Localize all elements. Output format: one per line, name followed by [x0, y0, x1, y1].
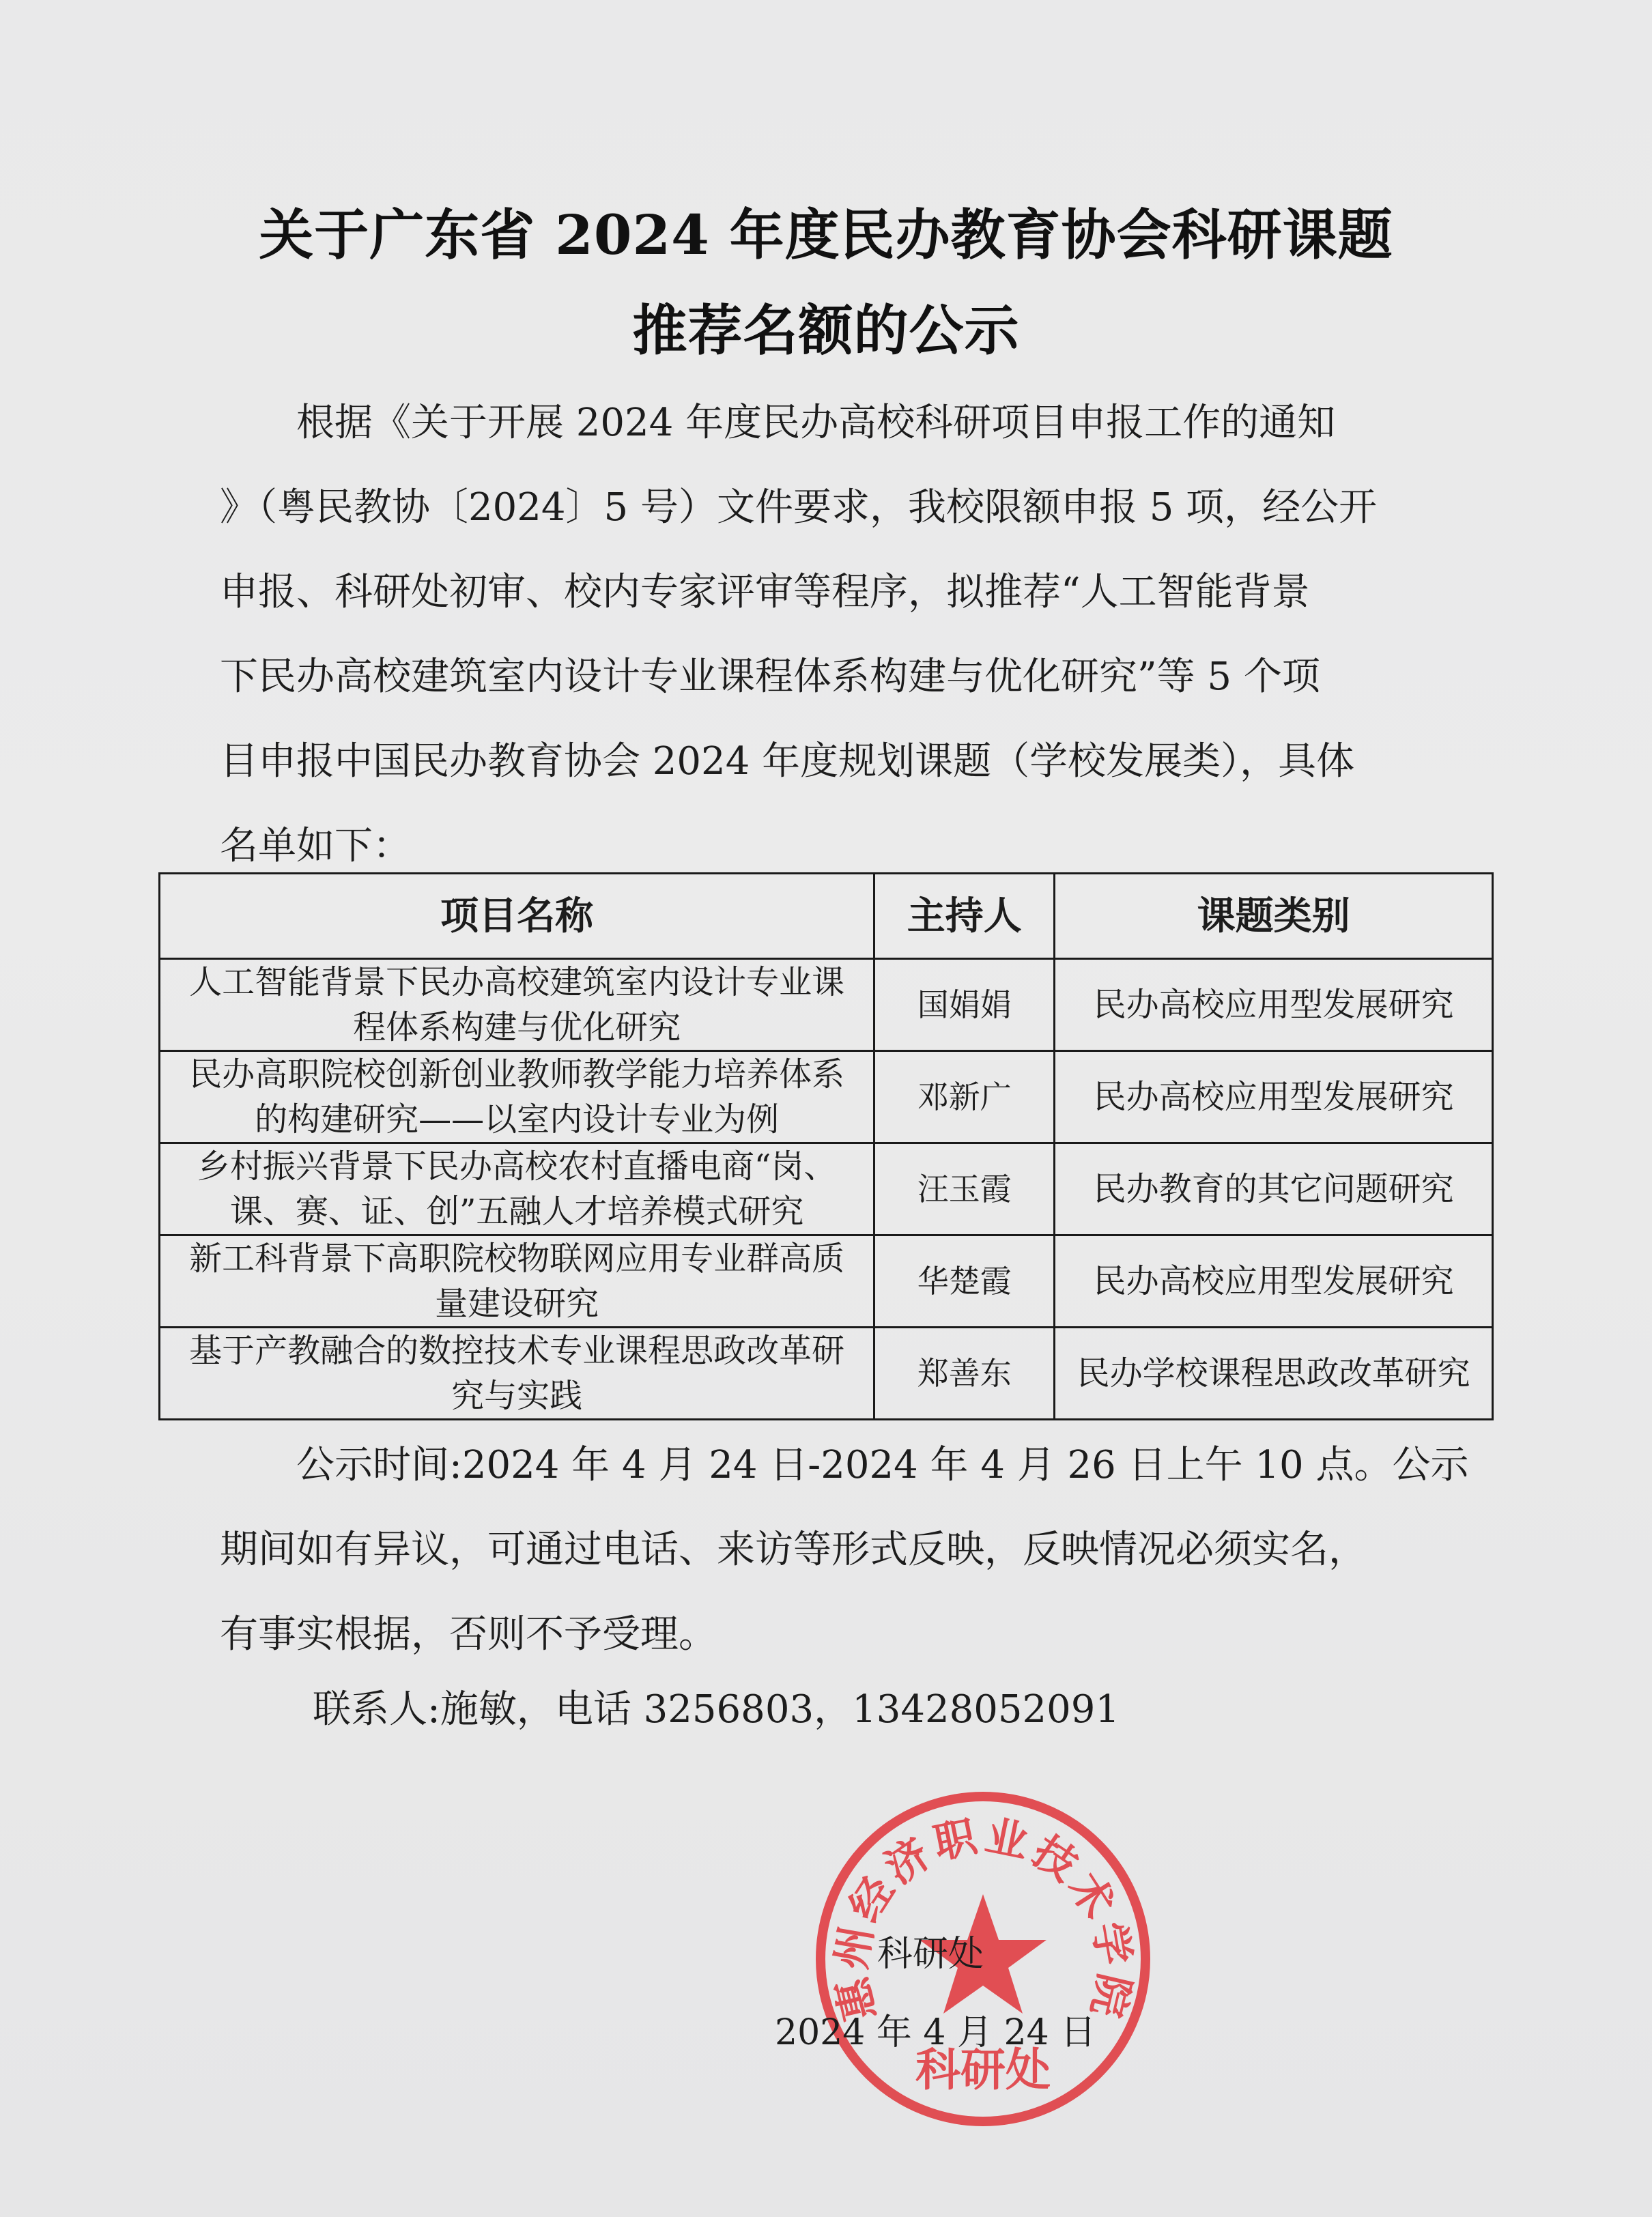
table-row [160, 1328, 1493, 1420]
project-name-line: 量建设研究 [435, 1285, 599, 1323]
category-cell: 民办学校课程思政改革研究 [1055, 1328, 1493, 1420]
project-table [158, 872, 1494, 1420]
project-name-line: 课、赛、证、创”五融人才培养模式研究 [229, 1192, 804, 1231]
seal-ring-text: 惠州经济职业技术学院 [825, 1810, 1141, 2026]
signature-department: 科研处 [877, 1934, 984, 1975]
leader-cell: 华楚霞 [874, 1235, 1055, 1328]
project-name-cell [160, 1328, 874, 1420]
signature-date: 2024 年 4 月 24 日 [775, 2012, 1096, 2053]
category-cell: 民办高校应用型发展研究 [1055, 1235, 1493, 1328]
project-name-line: 乡村振兴背景下民办高校农村直播电商“岗、 [197, 1147, 837, 1186]
category-cell: 民办教育的其它问题研究 [1055, 1143, 1493, 1235]
leader-cell: 邓新广 [874, 1051, 1055, 1143]
contact-line: 联系人:施敏，电话 3256803，13428052091 [313, 1687, 1120, 1732]
category-cell: 民办高校应用型发展研究 [1055, 959, 1493, 1051]
project-name-cell [160, 1143, 874, 1235]
document-title-line2: 推荐名额的公示 [632, 298, 1020, 362]
header-category: 课题类别 [1055, 874, 1493, 959]
header-project-name: 项目名称 [160, 874, 874, 959]
project-name-line: 民办高职院校创新创业教师教学能力培养体系 [189, 1055, 845, 1093]
intro-paragraph [220, 381, 1449, 889]
notice-line: 期间如有异议，可通过电话、来访等形式反映，反映情况必须实名， [220, 1528, 1367, 1572]
project-name-cell [160, 1051, 874, 1143]
leader-cell: 国娟娟 [874, 959, 1055, 1051]
project-name-line: 的构建研究——以室内设计专业为例 [255, 1100, 780, 1139]
project-name-line: 新工科背景下高职院校物联网应用专业群高质 [189, 1240, 845, 1278]
leader-cell: 汪玉霞 [874, 1143, 1055, 1235]
notice-line: 公示时间:2024 年 4 月 24 日-2024 年 4 月 26 日上午 10 点。公示 [296, 1443, 1469, 1487]
header-leader: 主持人 [874, 874, 1055, 959]
table-row [160, 1051, 1493, 1143]
table-row [160, 1235, 1493, 1328]
notice-line: 有事实根据，否则不予受理。 [220, 1612, 717, 1657]
intro-line: 目申报中国民办教育协会 2024 年度规划课题（学校发展类），具体 [220, 739, 1355, 784]
project-name-cell [160, 1235, 874, 1328]
intro-line: 申报、科研处初审、校内专家评审等程序，拟推荐“人工智能背景 [220, 570, 1310, 614]
category-cell: 民办高校应用型发展研究 [1055, 1051, 1493, 1143]
project-name-line: 人工智能背景下民办高校建筑室内设计专业课 [189, 963, 845, 1001]
project-name-line: 究与实践 [451, 1377, 583, 1415]
seal-center-text: 科研处 [915, 2043, 1051, 2096]
project-name-cell [160, 959, 874, 1051]
table-header-row [160, 874, 1493, 959]
document-title-line1: 关于广东省 2024 年度民办教育协会科研课题 [259, 203, 1393, 267]
table-row [160, 959, 1493, 1051]
intro-line: 下民办高校建筑室内设计专业课程体系构建与优化研究”等 5 个项 [220, 655, 1320, 699]
project-name-line: 基于产教融合的数控技术专业课程思政改革研 [189, 1332, 845, 1370]
table-row [160, 1143, 1493, 1235]
intro-line: 名单如下： [220, 824, 411, 868]
intro-line: 》（粤民教协〔2024〕5 号）文件要求，我校限额申报 5 项，经公开 [220, 485, 1378, 530]
leader-cell: 郑善东 [874, 1328, 1055, 1420]
notice-paragraph [220, 1423, 1469, 1677]
project-name-line: 程体系构建与优化研究 [353, 1008, 681, 1046]
intro-line: 根据《关于开展 2024 年度民办高校科研项目申报工作的通知 [296, 401, 1336, 445]
